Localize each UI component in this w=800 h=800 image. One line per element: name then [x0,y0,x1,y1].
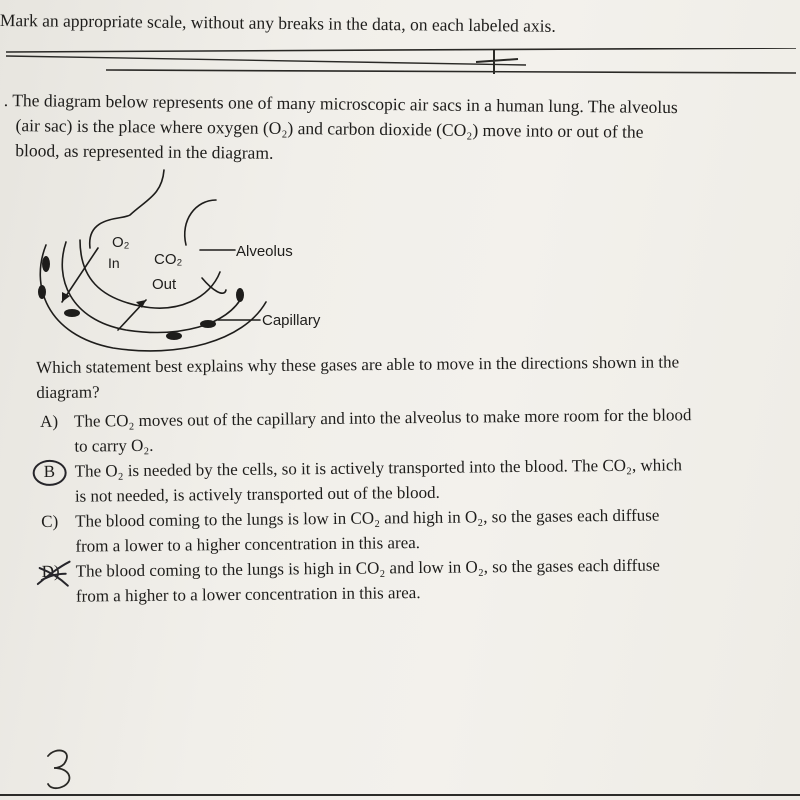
prompt-line: diagram? [36,382,100,402]
red-blood-cell [166,332,182,340]
choice-b[interactable] [41,452,800,509]
choice-d[interactable] [42,552,800,609]
choice-text: from a lower to a higher concentration in this area. [75,532,421,556]
red-blood-cell [236,288,244,302]
question-line: blood, as represented in the diagram. [15,140,274,163]
question-line: (air sac) is the place where oxygen (O₂) and carbon dioxide (CO₂) move into or out of the [15,115,644,142]
crossed-out-mark [36,560,72,588]
prompt-line: Which statement best explains why these gases are able to move in the directions shown in the [36,352,680,377]
o2-label: O₂ [112,234,130,251]
o2-direction-label: In [108,255,120,271]
choice-text: to carry O₂. [74,435,154,456]
handwritten-page-number [44,748,84,792]
question-prompt [36,348,796,405]
co2-label: CO₂ [154,251,183,268]
capillary-wall [80,240,220,308]
choice-text: is not needed, is actively transported out of the blood. [74,482,440,506]
choice-letter: B [43,461,56,481]
capillary-right-curve [202,278,226,293]
choice-text: The blood coming to the lungs is low in CO₂ and high in O₂, so the gases each diffuse [75,505,660,531]
red-blood-cell [64,309,80,317]
question-stem [3,88,794,171]
answer-blank-lines [6,48,796,88]
bottom-rule [0,794,800,796]
question-line: . The diagram below represents one of many microscopic air sacs in a human lung. The alveolus [3,89,678,118]
choice-text: The blood coming to the lungs is high in CO₂ and low in O₂, so the gases each diffuse [75,555,661,581]
red-blood-cell [38,285,46,299]
capillary-label: Capillary [262,312,321,329]
alveolus-label: Alveolus [236,243,293,260]
choice-letter: A) [40,411,59,431]
alveolus-duct-right [185,200,216,245]
choice-c[interactable] [41,502,800,559]
choice-text: The O₂ is needed by the cells, so it is actively transported into the blood. The CO₂, which [74,455,683,481]
axis-scale-instruction: Mark an appropriate scale, without any breaks in the data, on each labeled axis. [0,10,556,36]
red-blood-cell [200,320,216,328]
o2-arrow [62,248,98,302]
red-blood-cell [42,256,50,272]
choice-letter: C) [41,511,59,531]
answer-choices [40,402,800,610]
co2-direction-label: Out [152,276,177,293]
choice-a[interactable] [40,402,800,459]
choice-text: The CO₂ moves out of the capillary and into the alveolus to make more room for the blood [74,405,692,431]
choice-letter: D) [41,561,60,581]
choice-text: from a higher to a lower concentration in this area. [75,582,421,606]
alveolus-diagram [28,160,358,360]
